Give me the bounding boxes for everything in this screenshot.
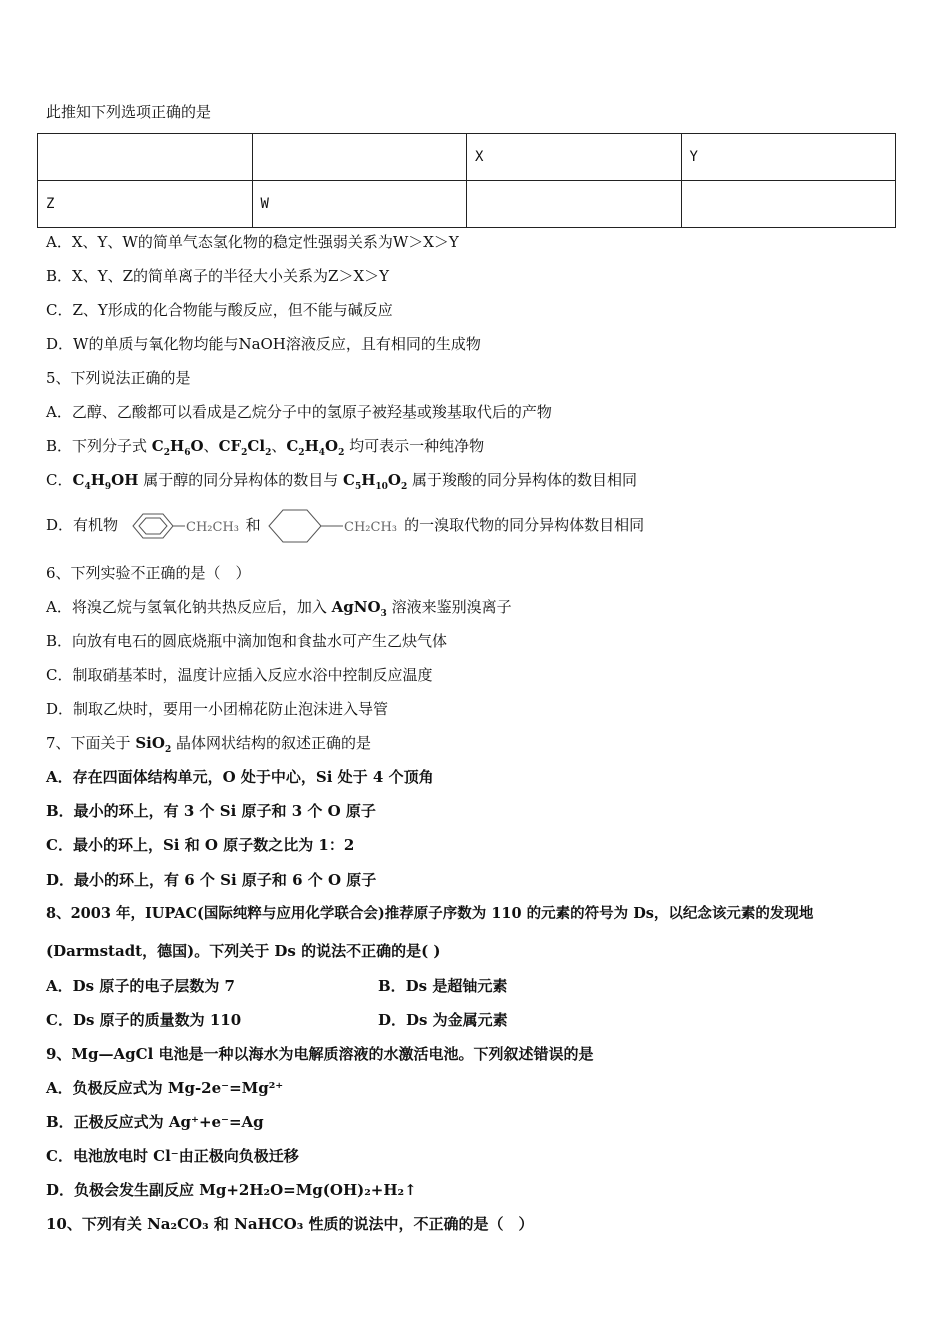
q7-stem-prefix: 7、下面关于 [46,734,131,752]
substituent-label: CH₂CH₃ [344,520,398,535]
q4-option-d: D．W的单质与氧化物均能与NaOH溶液反应，且有相同的生成物 [46,335,481,353]
q5-option-a: A．乙醇、乙酸都可以看成是乙烷分子中的氢原子被羟基或羧基取代后的产物 [46,403,552,421]
formula-c4h9oh: $C_4H_9OH$ [72,471,139,492]
q5-d-and: 和 [245,516,261,534]
q5-b-suffix: 均可表示一种纯净物 [349,437,485,455]
formula-c5h10o2: $C_5H_{10}O_2$ [342,471,408,492]
q7-option-d: D．最小的环上，有 6 个 Si 原子和 6 个 O 原子 [46,871,377,889]
q5-c-prefix: C． [46,471,73,489]
q5-option-d [46,505,644,545]
q7-option-b: B．最小的环上，有 3 个 Si 原子和 3 个 O 原子 [46,802,376,820]
formula-cf2cl2: $CF_2Cl_2$ [218,437,272,458]
q5-b-prefix: B．下列分子式 [46,437,152,455]
q5-d-suffix: 的一溴取代物的同分异构体数目相同 [404,516,645,534]
table-row [38,181,896,228]
formula-c2h4o2: $C_2H_4O_2$ [286,437,345,458]
q6-option-b: B．向放有电石的圆底烧瓶中滴加饱和食盐水可产生乙炔气体 [46,632,448,650]
substituent-label: CH₂CH₃ [185,520,239,535]
q6-a-prefix: A．将溴乙烷与氢氧化钠共热反应后，加入 [46,598,327,616]
ethylbenzene-structure-icon [123,508,241,544]
q10-stem: 10、下列有关 Na₂CO₃ 和 NaHCO₃ 性质的说法中，不正确的是（ ） [46,1215,534,1233]
q7-stem [46,733,371,760]
table-row [38,134,896,181]
table-cell [467,181,682,228]
q9-stem: 9、Mg—AgCl 电池是一种以海水为电解质溶液的水激活电池。下列叙述错误的是 [46,1045,594,1063]
q5-c-mid: 属于醇的同分异构体的数目与 [143,471,339,489]
q7-option-c: C．最小的环上，Si 和 O 原子数之比为 1：2 [46,836,355,854]
q4-option-b: B．X、Y、Z的简单离子的半径大小关系为Z＞X＞Y [46,267,390,285]
table-cell: X [467,134,682,181]
ethylcyclohexane-structure-icon [265,508,399,544]
q7-option-a: A．存在四面体结构单元，O 处于中心，Si 处于 4 个顶角 [46,768,434,786]
table-cell [252,134,467,181]
q5-c-suffix: 属于羧酸的同分异构体的数目相同 [412,471,638,489]
intro-text: 此推知下列选项正确的是 [46,103,212,121]
q8-option-b: B．Ds 是超铀元素 [378,977,508,995]
formula-agno3: AgNO$_3$ [331,598,387,619]
table-cell: Z [38,181,253,228]
formula-c2h6o: $C_2H_6O$ [151,437,204,458]
q8-option-c: C．Ds 原子的质量数为 110 [46,1011,242,1029]
q8-stem-line2: (Darmstadt，德国)。下列关于 Ds 的说法不正确的是( ) [46,942,441,960]
q6-option-d: D．制取乙炔时，要用一小团棉花防止泡沫进入导管 [46,700,389,718]
q9-option-a: A．负极反应式为 Mg-2e⁻=Mg²⁺ [46,1079,284,1097]
table-cell: W [252,181,467,228]
q6-a-suffix: 溶液来鉴别溴离子 [391,598,512,616]
element-table [37,133,896,228]
q6-option-a [46,597,512,624]
q9-option-d: D．负极会发生副反应 Mg+2H₂O=Mg(OH)₂+H₂↑ [46,1181,417,1199]
q8-stem-line1: 8、2003 年，IUPAC(国际纯粹与应用化学联合会)推荐原子序数为 110 的元素的符号为 Ds，以纪念该元素的发现地 [46,905,814,922]
q8-option-a: A．Ds 原子的电子层数为 7 [46,977,235,995]
table-cell: Y [681,134,896,181]
q4-option-c: C．Z、Y形成的化合物能与酸反应，但不能与碱反应 [46,301,393,319]
q4-option-a: A．X、Y、W的简单气态氢化物的稳定性强弱关系为W＞X＞Y [46,233,459,251]
q5-d-prefix: D．有机物 [46,516,119,534]
q8-option-d: D．Ds 为金属元素 [378,1011,508,1029]
q9-option-b: B．正极反应式为 Ag⁺+e⁻=Ag [46,1113,264,1131]
table-cell [681,181,896,228]
q7-stem-suffix: 晶体网状结构的叙述正确的是 [175,734,371,752]
q5-option-b: B．下列分子式 $C_2H_6O$、$CF_2Cl_2$、$C_2H_4O_2$ 均可表示一种纯净物 [46,437,485,458]
q9-option-c: C．电池放电时 Cl⁻由正极向负极迁移 [46,1147,299,1165]
table-cell [38,134,253,181]
q5-option-c [46,470,637,497]
q6-option-c: C．制取硝基苯时，温度计应插入反应水浴中控制反应温度 [46,666,433,684]
q5-stem: 5、下列说法正确的是 [46,369,191,387]
q6-stem: 6、下列实验不正确的是（ ） [46,564,251,582]
formula-sio2: SiO$_2$ [135,734,172,755]
